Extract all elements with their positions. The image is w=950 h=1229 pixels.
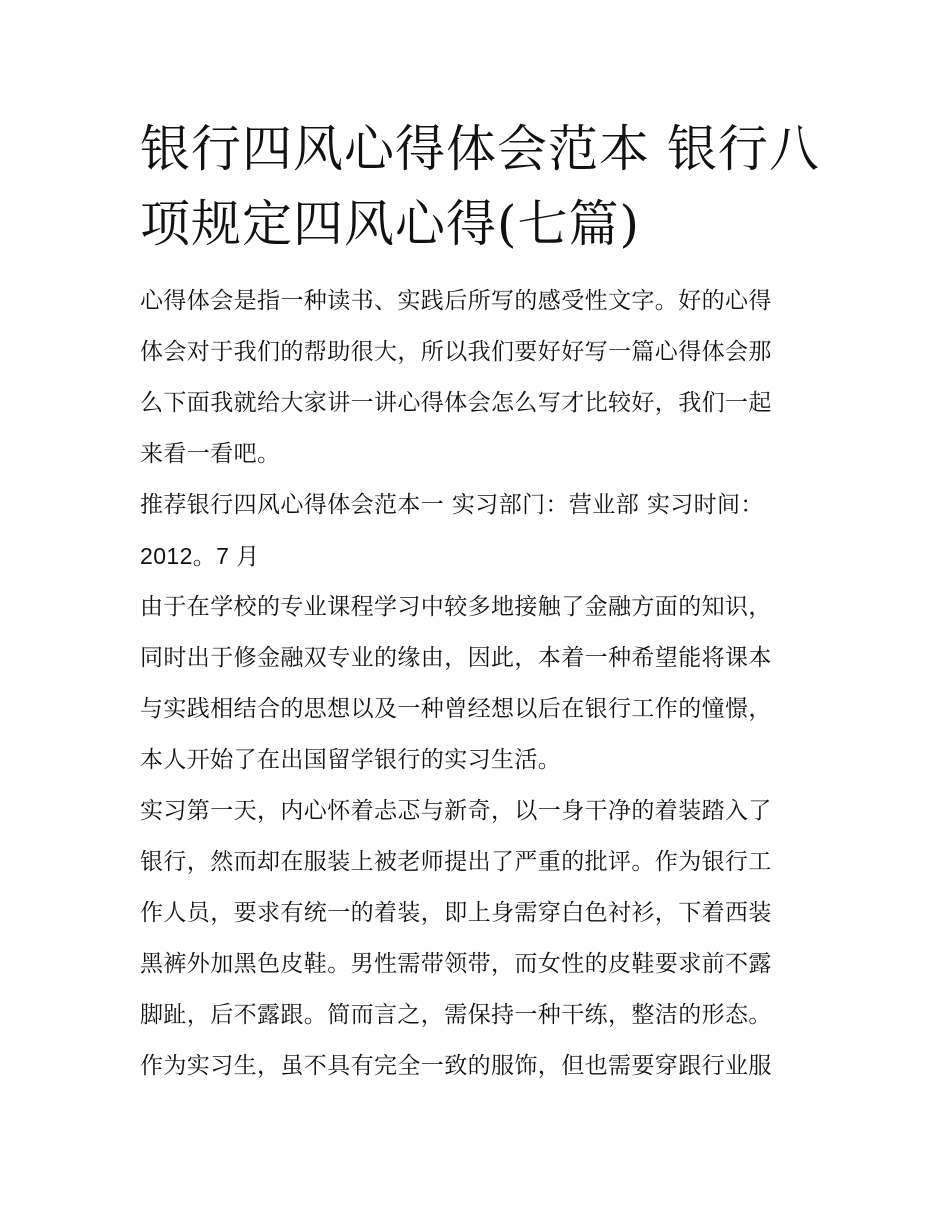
document-body: [140, 276, 820, 1092]
body-line: 本人开始了在出国留学银行的实习生活。: [140, 747, 562, 773]
title-line-1: 银行四风心得体会范本 银行八: [140, 120, 820, 178]
body-line: 么下面我就给大家讲一讲心得体会怎么写才比较好，我们一起: [140, 390, 772, 416]
body-line: 体会对于我们的帮助很大，所以我们要好好写一篇心得体会那: [140, 339, 772, 365]
body-line: 黑裤外加黑色皮鞋。男性需带领带，而女性的皮鞋要求前不露: [140, 951, 772, 977]
document-title: [140, 112, 820, 262]
body-line: 同时出于修金融双专业的缘由，因此，本着一种希望能将课本: [140, 645, 772, 671]
body-line: 与实践相结合的思想以及一种曾经想以后在银行工作的憧憬，: [140, 696, 772, 722]
body-line: 实习第一天，内心怀着忐忑与新奇，以一身干净的着装踏入了: [140, 798, 772, 824]
body-line: 心得体会是指一种读书、实践后所写的感受性文字。好的心得: [140, 288, 772, 314]
body-line: 作人员，要求有统一的着装，即上身需穿白色衬衫，下着西装: [140, 900, 772, 926]
title-line-2: 项规定四风心得(七篇): [140, 195, 641, 253]
body-line: 银行，然而却在服装上被老师提出了严重的批评。作为银行工: [140, 849, 772, 875]
body-line: 由于在学校的专业课程学习中较多地接触了金融方面的知识，: [140, 594, 772, 620]
body-line: 推荐银行四风心得体会范本一 实习部门：营业部 实习时间：: [140, 492, 764, 518]
body-line: 作为实习生，虽不具有完全一致的服饰，但也需要穿跟行业服: [140, 1053, 772, 1079]
body-line: 来看一看吧。: [140, 441, 281, 467]
body-line: 2012。7 月: [140, 543, 260, 569]
body-line: 脚趾，后不露跟。简而言之，需保持一种干练，整洁的形态。: [140, 1002, 772, 1028]
